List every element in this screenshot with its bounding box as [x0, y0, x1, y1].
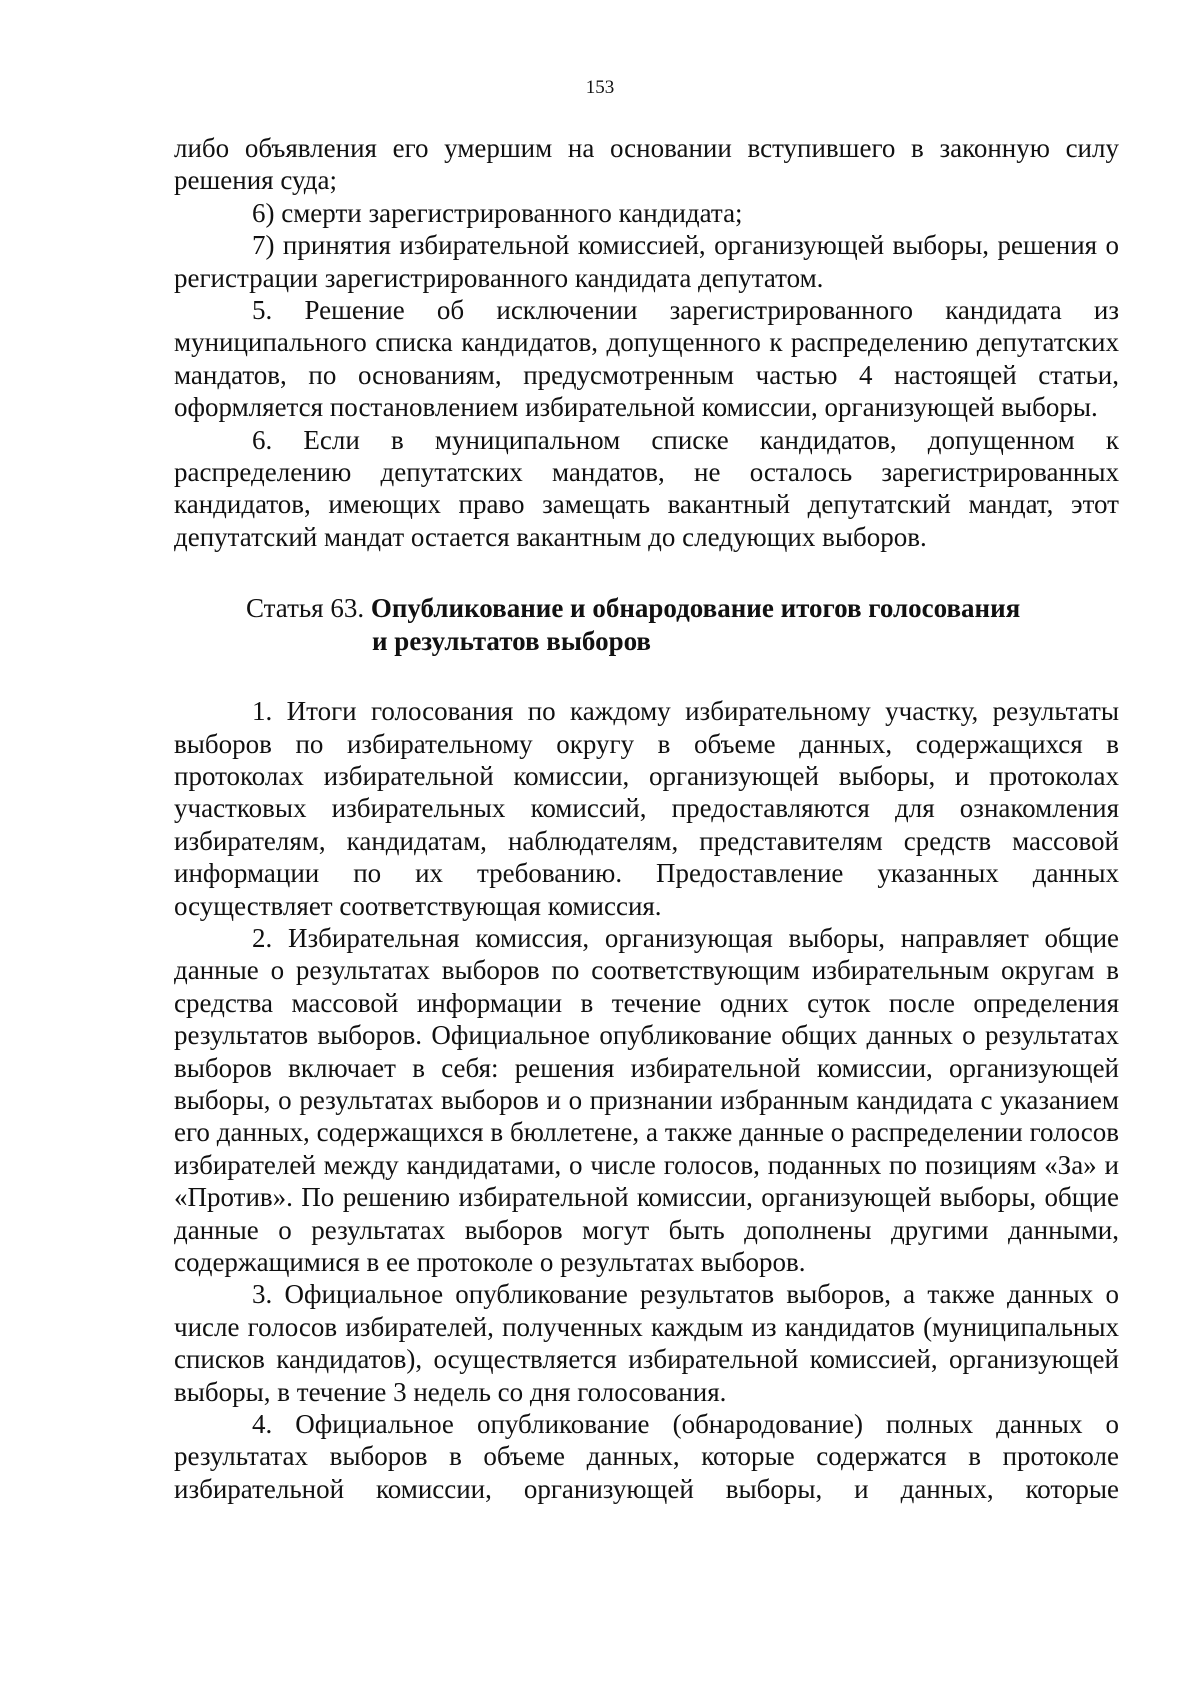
document-body [174, 132, 1119, 1505]
list-item-6: 6) смерти зарегистрированного кандидата; [252, 197, 743, 228]
paragraph-1: 1. Итоги голосования по каждому избирательному участку, результаты выборов по избирательному округу в объеме данных, содержащихся в протоколах избирательной комиссии, организующей выборы, и протоколах участковых избирательных комиссий, предоставляются для ознакомления избирателям, кандидатам, наблюдателям, представителям средств массовой информации по их требованию. Предоставление указанных данных осуществляет соответствующая комиссия. [174, 696, 1119, 921]
paragraph-5: 5. Решение об исключении зарегистрированного кандидата из муниципального списка кандидатов, допущенного к распределению депутатских мандатов, по основаниям, предусмотренным частью 4 настоящей статьи, оформляется постановлением избирательной комиссии, организующей выборы. [174, 295, 1119, 423]
paragraph-3: 3. Официальное опубликование результатов выборов, а также данных о числе голосов избирателей, полученных каждым из кандидатов (муниципальных списков кандидатов), осуществляется избирательной комиссией, организующей выборы, в течение 3 недель со дня голосования. [174, 1279, 1119, 1407]
article-title-line-1: Опубликование и обнародование итогов голосования [370, 593, 1021, 624]
paragraph-2: 2. Избирательная комиссия, организующая выборы, направляет общие данные о результатах выборов по соответствующим избирательным округам в средства массовой информации в течение одних суток после определения результатов выборов. Официальное опубликование общих данных о результатах выборов включает в себя: решения избирательной комиссии, организующей выборы, о результатах выборов и о признании избранным кандидата с указанием его данных, содержащихся в бюллетене, а также данные о распределении голосов избирателей между кандидатами, о числе голосов, поданных по позициям «За» и «Против». По решению избирательной комиссии, организующей выборы, общие данные о результатах выборов могут быть дополнены другими данными, содержащимися в ее протоколе о результатах выборов. [174, 922, 1119, 1277]
paragraph-continuation: либо объявления его умершим на основании вступившего в законную силу решения суда; [174, 133, 1119, 196]
list-item-7: 7) принятия избирательной комиссией, организующей выборы, решения о регистрации зарегистрированного кандидата депутатом. [174, 230, 1119, 293]
article-number: Статья 63. [246, 593, 371, 624]
page-number: 153 [585, 77, 615, 98]
paragraph-4: 4. Официальное опубликование (обнародование) полных данных о результатах выборов в объеме данных, которые содержатся в протоколе избирательной комиссии, организующей выборы, и данных, которые [174, 1409, 1119, 1504]
article-heading-line-1 [174, 592, 1119, 624]
paragraph-6: 6. Если в муниципальном списке кандидатов, допущенном к распределению депутатских мандатов, не осталось зарегистрированных кандидатов, имеющих право замещать вакантный депутатский мандат, этот депутатский мандат остается вакантным до следующих выборов. [174, 424, 1119, 552]
article-heading [174, 592, 1119, 657]
article-title-line-2: и результатов выборов [372, 625, 652, 656]
